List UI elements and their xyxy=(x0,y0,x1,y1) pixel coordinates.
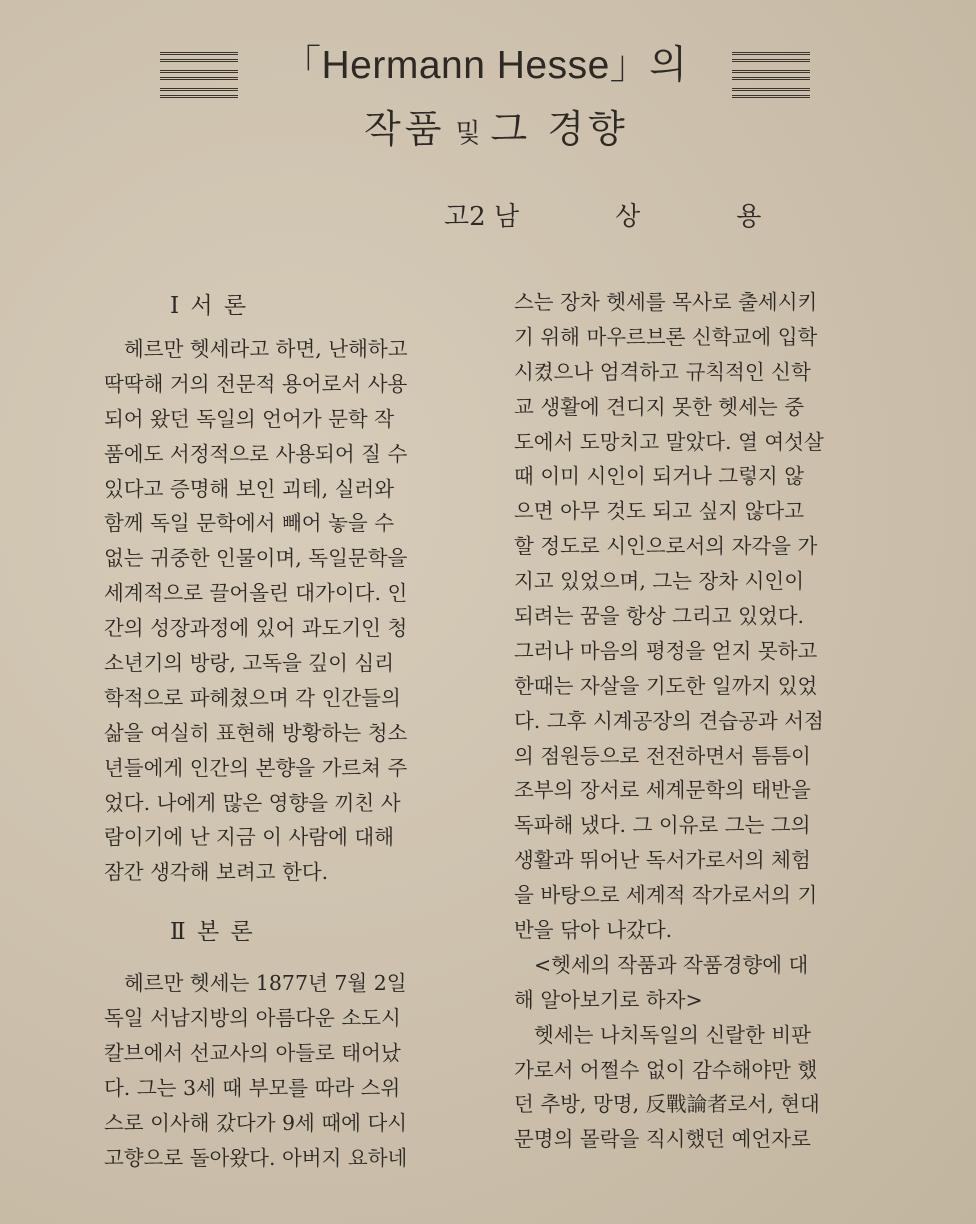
text-line: 되어 왔던 독일의 언어가 문학 작 xyxy=(104,406,395,431)
text-line: 없는 귀중한 인물이며, 독일문학을 xyxy=(104,546,408,571)
text-line: 할 정도로 시인으로서의 자각을 가 xyxy=(514,534,818,559)
author-name-1: 남 xyxy=(493,202,520,232)
title-word-tendency: 그 경향 xyxy=(490,107,629,151)
author-name-3: 용 xyxy=(736,202,762,232)
text-line: 그러나 마음의 평정을 얻지 못하고 xyxy=(514,638,818,663)
title-word-works: 작품 xyxy=(364,107,446,151)
text-line: 헤르만 헷세라고 하면, 난해하고 xyxy=(124,337,408,361)
text-line: 있다고 증명해 보인 괴테, 실러와 xyxy=(104,476,395,501)
text-line: 을 바탕으로 세계적 작가로서의 기 xyxy=(514,883,818,908)
text-line: <헷세의 작품과 작품경향에 대 xyxy=(534,952,809,977)
text-line: 문명의 몰락을 직시했던 예언자로 xyxy=(514,1127,811,1152)
text-line: 때 이미 시인이 되거나 그렇지 않 xyxy=(514,464,805,489)
text-line: 품에도 서정적으로 사용되어 질 수 xyxy=(104,441,408,466)
text-line: 생활과 뛰어난 독서가로서의 체험 xyxy=(514,848,811,873)
text-line: 헷세는 나치독일의 신랄한 비판 xyxy=(534,1022,811,1047)
section-heading-body: Ⅱ 본 론 xyxy=(170,919,255,946)
author-grade: 고2 xyxy=(444,202,486,232)
text-line: 되려는 꿈을 항상 그리고 있었다. xyxy=(514,604,805,629)
text-line: 스는 장차 헷세를 목사로 출세시키 xyxy=(514,290,818,314)
author-name-2: 상 xyxy=(615,202,641,232)
ornament-left xyxy=(160,52,238,106)
article-title-line1: 「Hermann Hesse」의 xyxy=(282,44,688,87)
text-line: 간의 성장과정에 있어 과도기인 청 xyxy=(104,616,408,641)
text-line: 독파해 냈다. 그 이유로 그는 그의 xyxy=(514,813,811,838)
text-line: 헤르만 헷세는 1877년 7월 2일 xyxy=(124,971,407,996)
text-line: 던 추방, 망명, 反戰論者로서, 현대 xyxy=(514,1092,820,1117)
text-line: 소년기의 방랑, 고독을 깊이 심리 xyxy=(104,651,395,676)
text-line: 반을 닦아 나갔다. xyxy=(514,918,673,943)
text-line: 었다. 나에게 많은 영향을 끼친 사 xyxy=(104,790,401,815)
text-line: 삶을 여실히 표현해 방황하는 청소 xyxy=(104,720,408,745)
text-line: 다. 그후 시계공장의 견습공과 서점 xyxy=(514,708,824,733)
text-line: 한때는 자살을 기도한 일까지 있었 xyxy=(514,673,818,698)
text-line: 교 생활에 견디지 못한 헷세는 중 xyxy=(514,394,805,419)
text-line: 독일 서남지방의 아름다운 소도시 xyxy=(104,1006,401,1031)
text-line: 기 위해 마우르브론 신학교에 입학 xyxy=(514,324,818,349)
right-column xyxy=(514,285,888,1157)
text-line: 람이기에 난 지금 이 사람에 대해 xyxy=(104,825,395,850)
text-line: 조부의 장서로 세계문학의 태반을 xyxy=(514,778,811,803)
text-line: 고향으로 돌아왔다. 아버지 요하네 xyxy=(104,1145,408,1170)
text-line: 함께 독일 문학에서 빼어 놓을 수 xyxy=(104,511,395,536)
text-line: 세계적으로 끌어올린 대가이다. 인 xyxy=(104,581,408,606)
title-word-and: 및 xyxy=(455,119,481,149)
text-line: 으면 아무 것도 되고 싶지 않다고 xyxy=(514,499,805,524)
text-line: 가로서 어쩔수 없이 감수해야만 했 xyxy=(514,1057,818,1082)
text-line: 학적으로 파헤쳤으며 각 인간들의 xyxy=(104,685,401,710)
text-line: 잠간 생각해 보려고 한다. xyxy=(104,860,329,885)
article-title-line2 xyxy=(364,98,684,153)
text-line: 의 점원등으로 전전하면서 틈틈이 xyxy=(514,743,811,768)
text-line: 스로 이사해 갔다가 9세 때에 다시 xyxy=(104,1110,408,1135)
text-line: 해 알아보기로 하자> xyxy=(514,987,703,1012)
author-byline xyxy=(444,196,784,233)
text-line: 도에서 도망치고 말았다. 열 여섯살 xyxy=(514,429,824,454)
text-line: 지고 있었으며, 그는 장차 시인이 xyxy=(514,569,805,594)
ornament-right xyxy=(732,52,810,106)
text-line: 칼브에서 선교사의 아들로 태어났 xyxy=(104,1041,401,1066)
text-line: 시켰으나 엄격하고 규칙적인 신학 xyxy=(514,359,811,384)
left-column xyxy=(104,280,476,1176)
text-line: 년들에게 인간의 본향을 가르쳐 주 xyxy=(104,755,408,780)
section-heading-introduction: Ⅰ 서 론 xyxy=(170,293,249,319)
text-line: 딱딱해 거의 전문적 용어로서 사용 xyxy=(104,371,408,396)
text-line: 다. 그는 3세 때 부모를 따라 스위 xyxy=(104,1075,401,1100)
